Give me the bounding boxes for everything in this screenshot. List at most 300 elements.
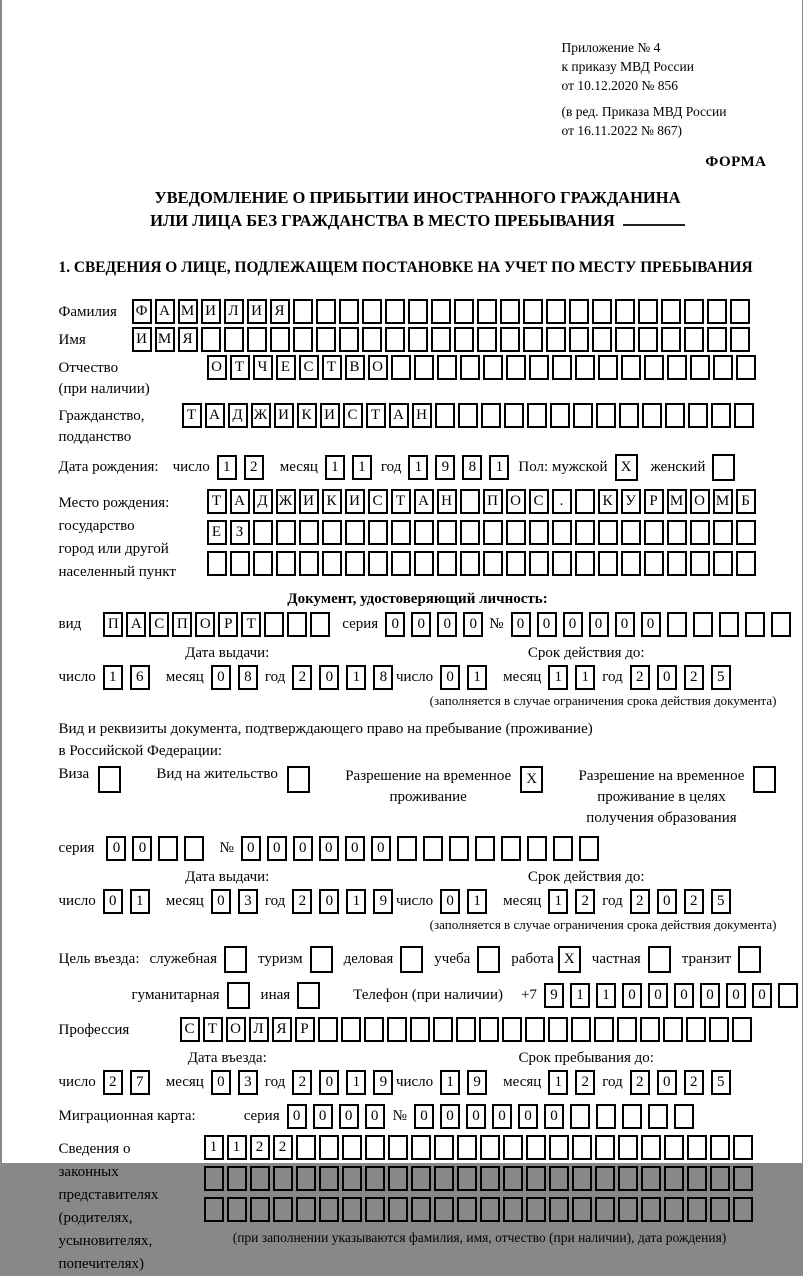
char-cell[interactable] <box>712 454 735 481</box>
char-cell[interactable]: 0 <box>414 1104 434 1129</box>
char-cell[interactable] <box>523 299 543 324</box>
char-cell[interactable] <box>456 1017 476 1042</box>
char-cell[interactable] <box>310 612 330 637</box>
char-cell[interactable] <box>710 1197 730 1222</box>
char-cell[interactable] <box>719 612 739 637</box>
char-cell[interactable] <box>364 1017 384 1042</box>
char-cell[interactable] <box>569 299 589 324</box>
char-cell[interactable]: 1 <box>325 455 345 480</box>
char-cell[interactable]: Т <box>230 355 250 380</box>
char-cell[interactable]: 0 <box>365 1104 385 1129</box>
char-cell[interactable] <box>322 520 342 545</box>
char-cell[interactable] <box>640 1017 660 1042</box>
char-cell[interactable] <box>431 327 451 352</box>
char-cell[interactable] <box>572 1135 592 1160</box>
char-cell[interactable] <box>310 946 333 973</box>
char-cell[interactable]: 1 <box>440 1070 460 1095</box>
char-cell[interactable] <box>437 520 457 545</box>
char-cell[interactable]: 2 <box>250 1135 270 1160</box>
char-cell[interactable] <box>454 299 474 324</box>
char-cell[interactable]: М <box>178 299 198 324</box>
char-cell[interactable]: 1 <box>548 1070 568 1095</box>
char-cell[interactable]: 2 <box>292 1070 312 1095</box>
char-cell[interactable] <box>296 1135 316 1160</box>
char-cell[interactable]: 2 <box>630 889 650 914</box>
char-cell[interactable]: И <box>345 489 365 514</box>
char-cell[interactable] <box>501 836 521 861</box>
char-cell[interactable]: С <box>529 489 549 514</box>
char-cell[interactable]: 2 <box>273 1135 293 1160</box>
char-cell[interactable] <box>457 1135 477 1160</box>
char-cell[interactable] <box>434 1197 454 1222</box>
char-cell[interactable]: 0 <box>622 983 642 1008</box>
char-cell[interactable] <box>778 983 798 1008</box>
char-cell[interactable] <box>247 327 267 352</box>
char-cell[interactable]: 9 <box>373 1070 393 1095</box>
char-cell[interactable] <box>745 612 765 637</box>
char-cell[interactable] <box>365 1166 385 1191</box>
char-cell[interactable] <box>368 520 388 545</box>
char-cell[interactable]: X <box>520 766 543 793</box>
char-cell[interactable]: Е <box>207 520 227 545</box>
char-cell[interactable]: А <box>155 299 175 324</box>
char-cell[interactable]: Д <box>253 489 273 514</box>
char-cell[interactable] <box>250 1166 270 1191</box>
char-cell[interactable] <box>733 1166 753 1191</box>
char-cell[interactable]: 1 <box>346 889 366 914</box>
char-cell[interactable] <box>598 355 618 380</box>
char-cell[interactable]: С <box>299 355 319 380</box>
char-cell[interactable]: 0 <box>319 665 339 690</box>
char-cell[interactable]: 9 <box>373 889 393 914</box>
char-cell[interactable] <box>273 1166 293 1191</box>
char-cell[interactable] <box>299 520 319 545</box>
char-cell[interactable]: 0 <box>313 1104 333 1129</box>
char-cell[interactable] <box>713 520 733 545</box>
char-cell[interactable] <box>598 520 618 545</box>
char-cell[interactable] <box>342 1135 362 1160</box>
char-cell[interactable]: 1 <box>352 455 372 480</box>
char-cell[interactable] <box>707 299 727 324</box>
char-cell[interactable]: Т <box>241 612 261 637</box>
char-cell[interactable] <box>664 1166 684 1191</box>
char-cell[interactable] <box>345 551 365 576</box>
char-cell[interactable]: Ж <box>276 489 296 514</box>
char-cell[interactable] <box>253 520 273 545</box>
char-cell[interactable]: X <box>558 946 581 973</box>
char-cell[interactable]: 0 <box>440 889 460 914</box>
char-cell[interactable]: 0 <box>371 836 391 861</box>
char-cell[interactable]: 1 <box>346 665 366 690</box>
char-cell[interactable] <box>341 1017 361 1042</box>
char-cell[interactable] <box>457 1197 477 1222</box>
char-cell[interactable]: 8 <box>238 665 258 690</box>
char-cell[interactable] <box>552 355 572 380</box>
char-cell[interactable] <box>423 836 443 861</box>
char-cell[interactable] <box>435 403 455 428</box>
char-cell[interactable] <box>753 766 776 793</box>
char-cell[interactable] <box>385 299 405 324</box>
char-cell[interactable] <box>410 1017 430 1042</box>
char-cell[interactable]: О <box>368 355 388 380</box>
char-cell[interactable]: 2 <box>684 1070 704 1095</box>
char-cell[interactable]: 2 <box>684 665 704 690</box>
char-cell[interactable]: 0 <box>440 665 460 690</box>
char-cell[interactable] <box>296 1197 316 1222</box>
char-cell[interactable] <box>483 355 503 380</box>
char-cell[interactable] <box>483 520 503 545</box>
char-cell[interactable] <box>667 520 687 545</box>
char-cell[interactable]: Р <box>644 489 664 514</box>
char-cell[interactable] <box>500 299 520 324</box>
char-cell[interactable] <box>322 551 342 576</box>
char-cell[interactable]: 0 <box>511 612 531 637</box>
char-cell[interactable] <box>690 355 710 380</box>
char-cell[interactable]: П <box>483 489 503 514</box>
char-cell[interactable] <box>622 1104 642 1129</box>
char-cell[interactable]: 3 <box>238 889 258 914</box>
char-cell[interactable] <box>575 520 595 545</box>
char-cell[interactable] <box>293 299 313 324</box>
char-cell[interactable] <box>414 520 434 545</box>
char-cell[interactable]: Н <box>412 403 432 428</box>
char-cell[interactable] <box>391 355 411 380</box>
char-cell[interactable] <box>362 327 382 352</box>
char-cell[interactable]: Ф <box>132 299 152 324</box>
char-cell[interactable]: З <box>230 520 250 545</box>
char-cell[interactable] <box>529 355 549 380</box>
char-cell[interactable] <box>184 836 204 861</box>
char-cell[interactable] <box>661 327 681 352</box>
char-cell[interactable]: 0 <box>211 1070 231 1095</box>
char-cell[interactable]: 0 <box>657 665 677 690</box>
char-cell[interactable] <box>388 1197 408 1222</box>
char-cell[interactable]: А <box>126 612 146 637</box>
char-cell[interactable]: 9 <box>544 983 564 1008</box>
char-cell[interactable] <box>529 551 549 576</box>
char-cell[interactable] <box>227 1166 247 1191</box>
char-cell[interactable] <box>204 1197 224 1222</box>
char-cell[interactable] <box>299 551 319 576</box>
char-cell[interactable] <box>664 1135 684 1160</box>
char-cell[interactable] <box>293 327 313 352</box>
char-cell[interactable] <box>287 612 307 637</box>
char-cell[interactable]: Е <box>276 355 296 380</box>
char-cell[interactable]: М <box>155 327 175 352</box>
char-cell[interactable] <box>710 1166 730 1191</box>
char-cell[interactable]: Т <box>391 489 411 514</box>
char-cell[interactable]: 1 <box>596 983 616 1008</box>
char-cell[interactable]: А <box>414 489 434 514</box>
char-cell[interactable] <box>477 946 500 973</box>
char-cell[interactable]: 2 <box>244 455 264 480</box>
char-cell[interactable] <box>693 612 713 637</box>
char-cell[interactable] <box>684 327 704 352</box>
char-cell[interactable] <box>618 1166 638 1191</box>
char-cell[interactable]: Т <box>207 489 227 514</box>
char-cell[interactable]: 0 <box>518 1104 538 1129</box>
char-cell[interactable] <box>434 1135 454 1160</box>
char-cell[interactable] <box>411 1197 431 1222</box>
char-cell[interactable]: 0 <box>563 612 583 637</box>
char-cell[interactable] <box>411 1135 431 1160</box>
char-cell[interactable]: С <box>180 1017 200 1042</box>
char-cell[interactable]: Б <box>736 489 756 514</box>
char-cell[interactable] <box>548 1017 568 1042</box>
char-cell[interactable]: Д <box>228 403 248 428</box>
char-cell[interactable] <box>433 1017 453 1042</box>
char-cell[interactable]: 5 <box>711 1070 731 1095</box>
char-cell[interactable]: Т <box>366 403 386 428</box>
char-cell[interactable] <box>736 551 756 576</box>
char-cell[interactable]: 3 <box>238 1070 258 1095</box>
char-cell[interactable]: В <box>345 355 365 380</box>
char-cell[interactable] <box>621 520 641 545</box>
char-cell[interactable] <box>688 403 708 428</box>
char-cell[interactable]: 0 <box>648 983 668 1008</box>
char-cell[interactable] <box>618 1197 638 1222</box>
char-cell[interactable] <box>575 551 595 576</box>
char-cell[interactable]: 2 <box>103 1070 123 1095</box>
char-cell[interactable] <box>644 355 664 380</box>
char-cell[interactable] <box>527 403 547 428</box>
char-cell[interactable] <box>709 1017 729 1042</box>
char-cell[interactable] <box>615 299 635 324</box>
char-cell[interactable]: А <box>205 403 225 428</box>
char-cell[interactable]: 0 <box>657 889 677 914</box>
char-cell[interactable]: X <box>615 454 638 481</box>
char-cell[interactable] <box>594 1017 614 1042</box>
char-cell[interactable] <box>596 1104 616 1129</box>
char-cell[interactable] <box>550 403 570 428</box>
char-cell[interactable]: 2 <box>292 889 312 914</box>
char-cell[interactable]: Я <box>270 299 290 324</box>
char-cell[interactable] <box>339 327 359 352</box>
char-cell[interactable]: Я <box>272 1017 292 1042</box>
char-cell[interactable]: Ж <box>251 403 271 428</box>
char-cell[interactable]: 1 <box>103 665 123 690</box>
char-cell[interactable] <box>460 489 480 514</box>
char-cell[interactable] <box>457 1166 477 1191</box>
char-cell[interactable] <box>98 766 121 793</box>
char-cell[interactable] <box>730 327 750 352</box>
char-cell[interactable]: 0 <box>752 983 772 1008</box>
char-cell[interactable] <box>503 1197 523 1222</box>
char-cell[interactable] <box>596 403 616 428</box>
char-cell[interactable]: 5 <box>711 889 731 914</box>
char-cell[interactable] <box>638 327 658 352</box>
char-cell[interactable] <box>686 1017 706 1042</box>
char-cell[interactable]: 0 <box>726 983 746 1008</box>
char-cell[interactable]: 0 <box>132 836 152 861</box>
char-cell[interactable] <box>506 520 526 545</box>
char-cell[interactable]: П <box>172 612 192 637</box>
char-cell[interactable] <box>595 1197 615 1222</box>
char-cell[interactable] <box>617 1017 637 1042</box>
char-cell[interactable]: С <box>149 612 169 637</box>
char-cell[interactable] <box>319 1197 339 1222</box>
char-cell[interactable]: О <box>690 489 710 514</box>
char-cell[interactable] <box>273 1197 293 1222</box>
char-cell[interactable] <box>667 355 687 380</box>
char-cell[interactable] <box>526 1135 546 1160</box>
char-cell[interactable]: 6 <box>130 665 150 690</box>
char-cell[interactable]: 9 <box>467 1070 487 1095</box>
char-cell[interactable] <box>687 1197 707 1222</box>
char-cell[interactable]: 0 <box>544 1104 564 1129</box>
char-cell[interactable]: 0 <box>345 836 365 861</box>
char-cell[interactable]: О <box>506 489 526 514</box>
char-cell[interactable] <box>710 1135 730 1160</box>
char-cell[interactable] <box>388 1166 408 1191</box>
char-cell[interactable]: Т <box>322 355 342 380</box>
char-cell[interactable] <box>664 1197 684 1222</box>
char-cell[interactable] <box>734 403 754 428</box>
char-cell[interactable]: С <box>368 489 388 514</box>
char-cell[interactable] <box>713 551 733 576</box>
char-cell[interactable]: 1 <box>548 889 568 914</box>
char-cell[interactable] <box>387 1017 407 1042</box>
char-cell[interactable] <box>592 327 612 352</box>
char-cell[interactable] <box>526 1166 546 1191</box>
char-cell[interactable]: И <box>132 327 152 352</box>
char-cell[interactable] <box>414 551 434 576</box>
char-cell[interactable]: 0 <box>385 612 405 637</box>
char-cell[interactable] <box>250 1197 270 1222</box>
char-cell[interactable]: Л <box>249 1017 269 1042</box>
char-cell[interactable] <box>648 1104 668 1129</box>
char-cell[interactable]: 0 <box>641 612 661 637</box>
char-cell[interactable] <box>711 403 731 428</box>
char-cell[interactable] <box>365 1135 385 1160</box>
char-cell[interactable] <box>707 327 727 352</box>
char-cell[interactable] <box>500 327 520 352</box>
char-cell[interactable]: Р <box>295 1017 315 1042</box>
char-cell[interactable] <box>454 327 474 352</box>
char-cell[interactable]: 9 <box>435 455 455 480</box>
char-cell[interactable]: 0 <box>492 1104 512 1129</box>
char-cell[interactable] <box>204 1166 224 1191</box>
char-cell[interactable] <box>713 355 733 380</box>
char-cell[interactable]: О <box>195 612 215 637</box>
char-cell[interactable] <box>408 327 428 352</box>
char-cell[interactable] <box>523 327 543 352</box>
char-cell[interactable]: И <box>247 299 267 324</box>
char-cell[interactable] <box>738 946 761 973</box>
char-cell[interactable] <box>736 355 756 380</box>
char-cell[interactable] <box>618 1135 638 1160</box>
char-cell[interactable]: 0 <box>615 612 635 637</box>
char-cell[interactable] <box>207 551 227 576</box>
char-cell[interactable] <box>546 327 566 352</box>
char-cell[interactable] <box>158 836 178 861</box>
char-cell[interactable] <box>667 551 687 576</box>
char-cell[interactable] <box>408 299 428 324</box>
char-cell[interactable] <box>345 520 365 545</box>
char-cell[interactable]: 1 <box>548 665 568 690</box>
char-cell[interactable] <box>732 1017 752 1042</box>
char-cell[interactable]: А <box>389 403 409 428</box>
char-cell[interactable] <box>224 946 247 973</box>
char-cell[interactable]: 0 <box>319 1070 339 1095</box>
char-cell[interactable]: 0 <box>589 612 609 637</box>
char-cell[interactable]: М <box>667 489 687 514</box>
char-cell[interactable] <box>391 551 411 576</box>
char-cell[interactable] <box>316 327 336 352</box>
char-cell[interactable]: 0 <box>440 1104 460 1129</box>
char-cell[interactable]: К <box>598 489 618 514</box>
char-cell[interactable]: 1 <box>467 889 487 914</box>
char-cell[interactable]: 0 <box>463 612 483 637</box>
char-cell[interactable] <box>368 551 388 576</box>
char-cell[interactable] <box>592 299 612 324</box>
char-cell[interactable] <box>663 1017 683 1042</box>
char-cell[interactable] <box>572 1166 592 1191</box>
char-cell[interactable]: 0 <box>103 889 123 914</box>
char-cell[interactable]: П <box>103 612 123 637</box>
char-cell[interactable] <box>431 299 451 324</box>
char-cell[interactable] <box>690 551 710 576</box>
char-cell[interactable] <box>674 1104 694 1129</box>
char-cell[interactable] <box>687 1166 707 1191</box>
char-cell[interactable]: 5 <box>711 665 731 690</box>
char-cell[interactable]: 1 <box>575 665 595 690</box>
char-cell[interactable]: 0 <box>411 612 431 637</box>
char-cell[interactable] <box>552 520 572 545</box>
char-cell[interactable] <box>648 946 671 973</box>
char-cell[interactable] <box>479 1017 499 1042</box>
char-cell[interactable] <box>480 1135 500 1160</box>
char-cell[interactable] <box>342 1166 362 1191</box>
char-cell[interactable] <box>621 551 641 576</box>
char-cell[interactable] <box>665 403 685 428</box>
char-cell[interactable]: 2 <box>630 665 650 690</box>
char-cell[interactable] <box>480 1197 500 1222</box>
char-cell[interactable] <box>437 551 457 576</box>
char-cell[interactable] <box>641 1197 661 1222</box>
char-cell[interactable] <box>385 327 405 352</box>
char-cell[interactable] <box>546 299 566 324</box>
char-cell[interactable] <box>319 1135 339 1160</box>
char-cell[interactable] <box>771 612 791 637</box>
char-cell[interactable]: 0 <box>339 1104 359 1129</box>
char-cell[interactable] <box>318 1017 338 1042</box>
char-cell[interactable]: 0 <box>106 836 126 861</box>
char-cell[interactable] <box>253 551 273 576</box>
char-cell[interactable] <box>388 1135 408 1160</box>
char-cell[interactable] <box>644 551 664 576</box>
char-cell[interactable]: 0 <box>437 612 457 637</box>
char-cell[interactable] <box>684 299 704 324</box>
char-cell[interactable] <box>480 1166 500 1191</box>
char-cell[interactable] <box>733 1197 753 1222</box>
char-cell[interactable]: 2 <box>575 1070 595 1095</box>
char-cell[interactable] <box>579 836 599 861</box>
char-cell[interactable] <box>460 551 480 576</box>
char-cell[interactable] <box>475 836 495 861</box>
char-cell[interactable] <box>319 1166 339 1191</box>
char-cell[interactable] <box>573 403 593 428</box>
char-cell[interactable]: Т <box>182 403 202 428</box>
char-cell[interactable]: 2 <box>292 665 312 690</box>
char-cell[interactable] <box>526 1197 546 1222</box>
char-cell[interactable] <box>296 1166 316 1191</box>
char-cell[interactable]: Я <box>178 327 198 352</box>
char-cell[interactable]: 0 <box>211 665 231 690</box>
char-cell[interactable]: Н <box>437 489 457 514</box>
char-cell[interactable] <box>571 1017 591 1042</box>
char-cell[interactable] <box>638 299 658 324</box>
